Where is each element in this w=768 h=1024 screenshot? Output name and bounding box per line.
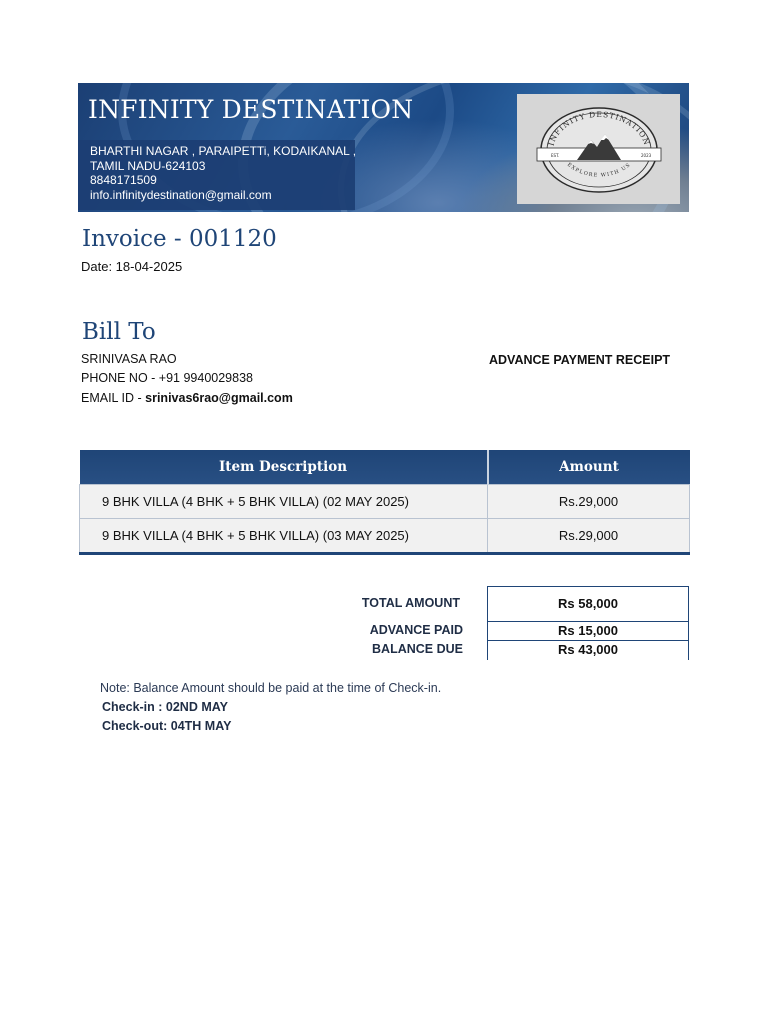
- customer-phone: PHONE NO - +91 9940029838: [81, 371, 253, 385]
- total-amount-value: Rs 58,000: [558, 596, 618, 611]
- check-in-date: Check-in : 02ND MAY: [102, 700, 228, 714]
- company-address-line: BHARTHI NAGAR , PARAIPETTi, KODAIKANAL ,: [90, 144, 357, 158]
- company-contact-box: [78, 140, 355, 210]
- advance-paid-label: ADVANCE PAID: [369, 623, 463, 637]
- customer-name: SRINIVASA RAO: [81, 352, 177, 366]
- logo-est-right: 2023: [641, 153, 652, 158]
- table-header-row: [80, 450, 690, 485]
- item-description: 9 BHK VILLA (4 BHK + 5 BHK VILLA) (02 MAY 2025): [80, 485, 488, 519]
- items-table: [79, 450, 690, 555]
- totals-divider: [488, 640, 688, 641]
- invoice-title: Invoice - 001120: [82, 226, 277, 252]
- totals-divider: [488, 621, 688, 622]
- item-description: 9 BHK VILLA (4 BHK + 5 BHK VILLA) (03 MAY 2025): [80, 519, 488, 554]
- balance-due-label: BALANCE DUE: [372, 642, 463, 656]
- totals-box: [487, 586, 689, 660]
- customer-email-value: srinivas6rao@gmail.com: [145, 391, 293, 405]
- invoice-date: Date: 18-04-2025: [81, 259, 183, 274]
- advance-paid-value: Rs 15,000: [558, 623, 618, 638]
- table-row: [80, 485, 690, 519]
- customer-email-label: EMAIL ID -: [81, 391, 146, 405]
- logo-emblem: [517, 94, 680, 204]
- bill-to-title: Bill To: [82, 319, 156, 345]
- balance-due-value: Rs 43,000: [558, 642, 618, 657]
- logo-arc-text-top: INFINITY DESTINATION: [546, 109, 652, 147]
- customer-email-line: [81, 391, 293, 405]
- company-logo: [517, 94, 680, 204]
- column-header-description: Item Description: [80, 450, 488, 485]
- payment-note: Note: Balance Amount should be paid at the time of Check-in.: [100, 681, 442, 695]
- logo-est-left: EST.: [551, 153, 560, 158]
- header-banner: [78, 83, 689, 212]
- receipt-type-label: ADVANCE PAYMENT RECEIPT: [489, 353, 671, 367]
- logo-arc-text-bottom: EXPLORE WITH US: [565, 161, 633, 179]
- item-amount: Rs.29,000: [488, 519, 690, 554]
- company-email: info.infinitydestination@gmail.com: [90, 187, 272, 202]
- company-name: INFINITY DESTINATION: [88, 95, 414, 124]
- total-amount-label: TOTAL AMOUNT: [361, 596, 460, 610]
- check-out-date: Check-out: 04TH MAY: [102, 719, 232, 733]
- company-address-line: TAMIL NADU-624103: [90, 158, 206, 173]
- item-amount: Rs.29,000: [488, 485, 690, 519]
- column-header-amount: Amount: [488, 450, 690, 485]
- company-phone: 8848171509: [90, 173, 157, 187]
- table-row: [80, 519, 690, 554]
